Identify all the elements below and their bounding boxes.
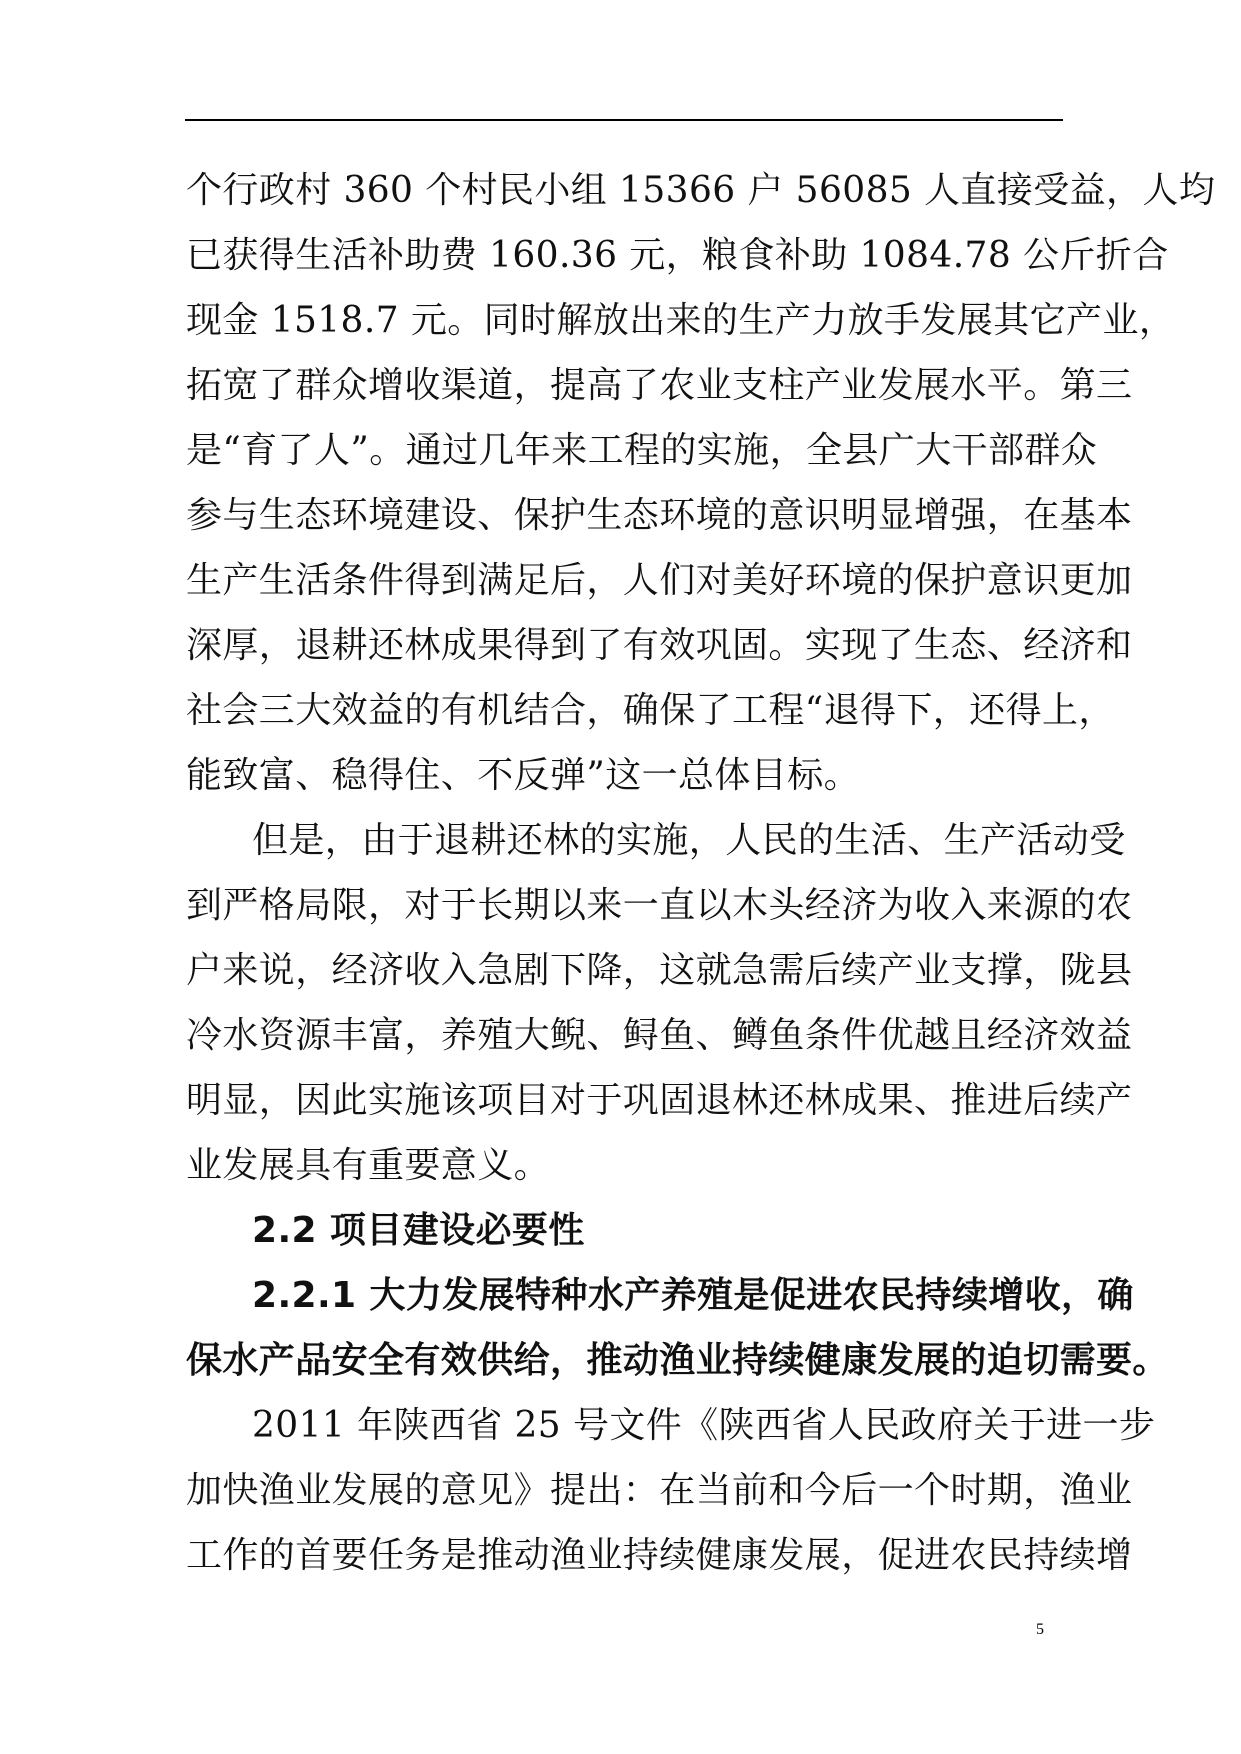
paragraph-line: 已获得生活补助费 160.36 元，粮食补助 1084.78 公斤折合	[186, 235, 1169, 276]
paragraph-line: 能致富、稳得住、不反弹”这一总体目标。	[186, 755, 861, 796]
body-text	[186, 158, 1216, 1588]
paragraph-line: 生产生活条件得到满足后，人们对美好环境的保护意识更加	[186, 560, 1133, 601]
paragraph-line: 但是，由于退耕还林的实施，人民的生活、生产活动受	[252, 820, 1126, 861]
paragraph-line: 现金 1518.7 元。同时解放出来的生产力放手发展其它产业，	[186, 300, 1176, 341]
page-number: 5	[1036, 1621, 1044, 1638]
section-heading: 2.2 项目建设必要性	[252, 1210, 585, 1251]
header-rule	[185, 119, 1063, 121]
paragraph-line: 明显，因此实施该项目对于巩固退林还林成果、推进后续产	[186, 1080, 1133, 1121]
paragraph-line: 拓宽了群众增收渠道，提高了农业支柱产业发展水平。第三	[186, 365, 1133, 406]
paragraph-line: 工作的首要任务是推动渔业持续健康发展，促进农民持续增	[186, 1535, 1133, 1576]
subsection-heading: 保水产品安全有效供给，推动渔业持续健康发展的迫切需要。	[186, 1340, 1169, 1381]
paragraph-line: 加快渔业发展的意见》提出：在当前和今后一个时期，渔业	[186, 1470, 1133, 1511]
subsection-heading: 2.2.1 大力发展特种水产养殖是促进农民持续增收，确	[252, 1275, 1134, 1316]
paragraph-line: 深厚，退耕还林成果得到了有效巩固。实现了生态、经济和	[186, 625, 1133, 666]
paragraph-line: 冷水资源丰富，养殖大鲵、鲟鱼、鳟鱼条件优越且经济效益	[186, 1015, 1133, 1056]
paragraph-line: 社会三大效益的有机结合，确保了工程“退得下，还得上，	[186, 690, 1115, 731]
paragraph-line: 2011 年陕西省 25 号文件《陕西省人民政府关于进一步	[252, 1405, 1156, 1446]
paragraph-line: 个行政村 360 个村民小组 15366 户 56085 人直接受益，人均	[186, 170, 1216, 211]
paragraph-line: 是“育了人”。通过几年来工程的实施，全县广大干部群众	[186, 430, 1098, 471]
paragraph-line: 业发展具有重要意义。	[186, 1145, 551, 1186]
paragraph-line: 户来说，经济收入急剧下降，这就急需后续产业支撑，陇县	[186, 950, 1133, 991]
paragraph-line: 参与生态环境建设、保护生态环境的意识明显增强，在基本	[186, 495, 1133, 536]
paragraph-line: 到严格局限，对于长期以来一直以木头经济为收入来源的农	[186, 885, 1133, 926]
